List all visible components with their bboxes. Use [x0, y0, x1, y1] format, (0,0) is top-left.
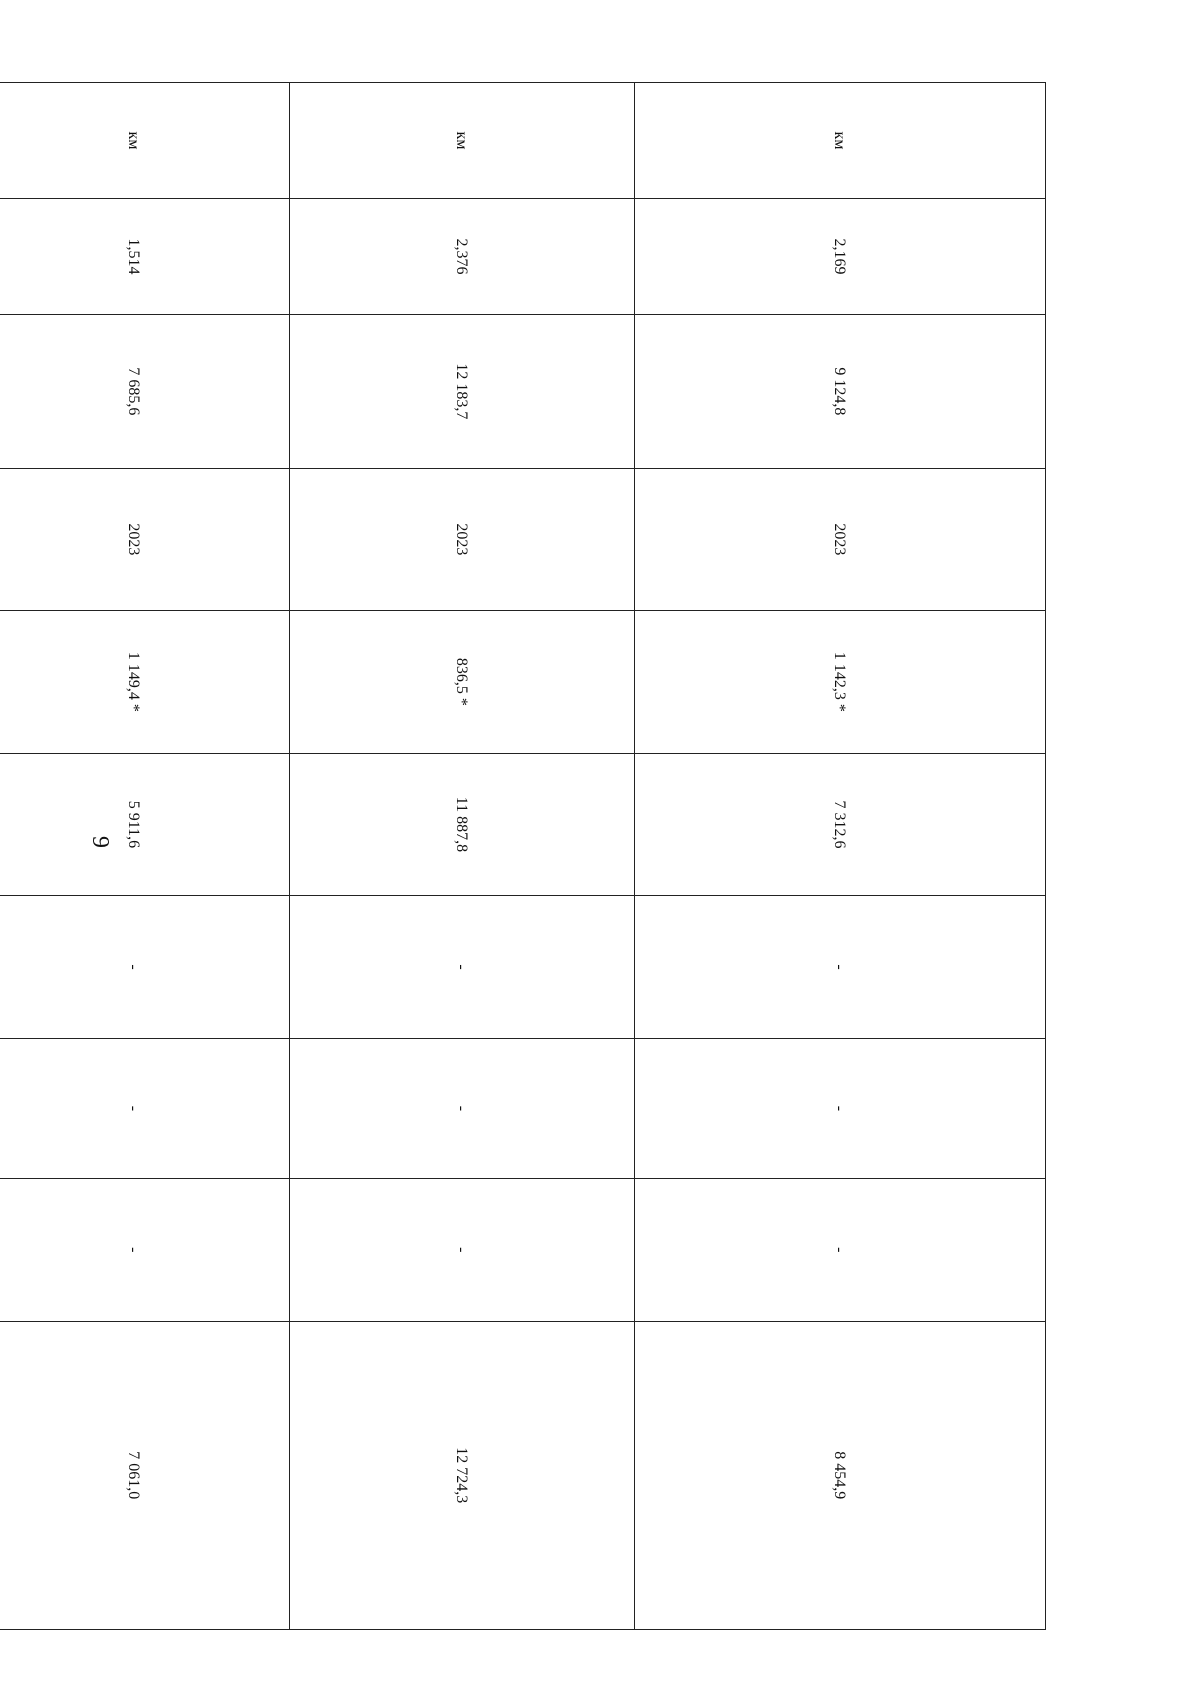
value-cell-2: 7 312,6 — [635, 753, 1046, 896]
cost-cell: 9 124,8 — [635, 315, 1046, 469]
value-cell-6: 7 061,0 — [0, 1321, 290, 1629]
cost-cell: 7 685,6 — [0, 315, 290, 469]
rotated-table-container — [125, 82, 1046, 1630]
year-cell: 2023 — [635, 468, 1046, 611]
value-cell-1: 836,5 * — [290, 611, 635, 754]
length-cell: 2,169 — [635, 199, 1046, 315]
value-cell-4: - — [635, 1038, 1046, 1178]
year-cell: 2023 — [290, 468, 635, 611]
value-cell-1: 1 149,4 * — [0, 611, 290, 754]
value-cell-6: 12 724,3 — [290, 1321, 635, 1629]
length-cell: 2,376 — [290, 199, 635, 315]
unit-cell: км — [0, 83, 290, 199]
value-cell-3: - — [0, 896, 290, 1039]
table-row — [0, 83, 290, 1630]
unit-cell: км — [290, 83, 635, 199]
table-body — [0, 83, 1046, 1630]
unit-cell: км — [635, 83, 1046, 199]
construction-table — [0, 82, 1046, 1630]
table-row — [635, 83, 1046, 1630]
page-number: 9 — [87, 836, 113, 848]
value-cell-1: 1 142,3 * — [635, 611, 1046, 754]
year-cell: 2023 — [0, 468, 290, 611]
length-cell: 1,514 — [0, 199, 290, 315]
value-cell-2: 11 887,8 — [290, 753, 635, 896]
cost-cell: 12 183,7 — [290, 315, 635, 469]
value-cell-2: 5 911,6 — [0, 753, 290, 896]
value-cell-5: - — [0, 1179, 290, 1322]
value-cell-6: 8 454,9 — [635, 1321, 1046, 1629]
value-cell-3: - — [290, 896, 635, 1039]
table-row — [290, 83, 635, 1630]
value-cell-4: - — [290, 1038, 635, 1178]
value-cell-3: - — [635, 896, 1046, 1039]
value-cell-5: - — [635, 1179, 1046, 1322]
value-cell-4: - — [0, 1038, 290, 1178]
value-cell-5: - — [290, 1179, 635, 1322]
